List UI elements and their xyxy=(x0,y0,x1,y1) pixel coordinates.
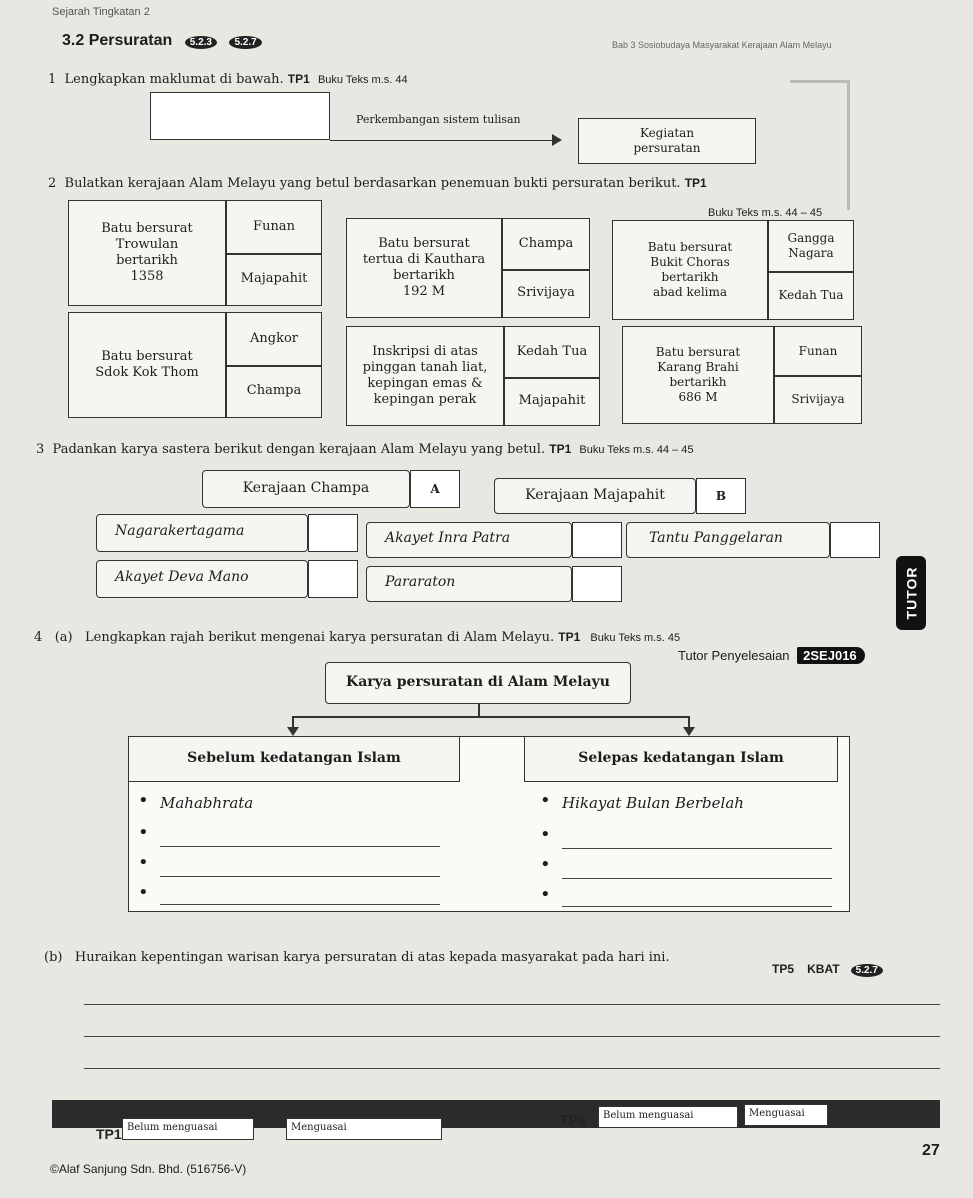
option-kingdom[interactable]: Funan xyxy=(253,218,295,234)
tutor-code: 2SEJ016 xyxy=(797,647,865,664)
page-number: 27 xyxy=(922,1142,940,1159)
tp-level: TP1 xyxy=(558,630,581,644)
evidence-table xyxy=(68,200,322,306)
evidence-table xyxy=(612,220,854,320)
bullet-icon: • xyxy=(540,854,551,875)
standard-badge: 5.2.3 xyxy=(185,36,217,49)
option-kingdom[interactable]: Srivijaya xyxy=(791,392,845,406)
textbook-ref: Buku Teks m.s. 44 – 45 xyxy=(708,207,823,219)
key-code: B xyxy=(696,478,746,514)
book-title: Sejarah Tingkatan 2 xyxy=(52,6,150,18)
answer-box[interactable] xyxy=(572,566,622,602)
textbook-ref: Buku Teks m.s. 45 xyxy=(590,632,681,644)
tp-level: TP1 xyxy=(287,72,310,86)
evidence-table xyxy=(622,326,862,424)
tp-level: TP1 xyxy=(684,176,707,190)
bullet-icon: • xyxy=(138,790,149,811)
evidence-text: Batu bersurat Sdok Kok Thom xyxy=(95,348,199,380)
tp-level: TP5 xyxy=(772,962,795,976)
answer-line[interactable] xyxy=(562,906,832,907)
evidence-text: Inskripsi di atas pinggan tanah liat, kepingan emas & kepingan perak xyxy=(362,343,488,408)
answer-box[interactable] xyxy=(572,522,622,558)
evidence-text: Batu bersurat Bukit Choras bertarikh abad kelima xyxy=(647,240,733,299)
tp1-label: TP1 xyxy=(96,1126,122,1142)
evidence-table xyxy=(68,312,322,418)
question-text: Lengkapkan maklumat di bawah. xyxy=(64,72,284,87)
question-text: Padankan karya sastera berikut dengan kerajaan Alam Melayu yang betul. xyxy=(52,442,546,457)
tp-level: TP1 xyxy=(549,442,572,456)
bullet-icon: • xyxy=(540,824,551,845)
option-kingdom[interactable]: Majapahit xyxy=(518,393,586,409)
answer-line[interactable] xyxy=(84,1036,940,1037)
option-kingdom[interactable]: Majapahit xyxy=(240,271,308,287)
textbook-ref: Buku Teks m.s. 44 – 45 xyxy=(579,444,694,456)
mastery-checkbox[interactable]: Menguasai xyxy=(744,1104,828,1126)
question-number: 4 xyxy=(34,630,43,645)
bullet-icon: • xyxy=(138,852,149,873)
right-heading: Selepas kedatangan Islam xyxy=(524,736,838,782)
answer-box[interactable] xyxy=(308,560,358,598)
answer-box[interactable] xyxy=(830,522,880,558)
key-code: A xyxy=(410,470,460,508)
answer-line[interactable] xyxy=(84,1068,940,1069)
arrow-label: Perkembangan sistem tulisan xyxy=(356,113,521,126)
chapter-title: Bab 3 Sosiobudaya Masyarakat Kerajaan Alam Melayu xyxy=(612,40,832,50)
bullet-icon: • xyxy=(138,882,149,903)
answer-line[interactable] xyxy=(562,878,832,879)
bullet-icon: • xyxy=(540,790,551,811)
option-kingdom[interactable]: Funan xyxy=(798,343,838,358)
answer-line[interactable] xyxy=(84,1004,940,1005)
option-kingdom[interactable]: Kedah Tua xyxy=(778,288,844,302)
literary-work: Nagarakertagama xyxy=(96,514,308,552)
literary-work: Akayet Inra Patra xyxy=(366,522,572,558)
decorative-corner xyxy=(790,80,850,210)
option-kingdom[interactable]: Champa xyxy=(518,235,574,251)
tp5-label: TP5 xyxy=(560,1112,586,1128)
question-text: Bulatkan kerajaan Alam Melayu yang betul berdasarkan penemuan bukti persuratan berikut. xyxy=(64,176,681,191)
question-2 xyxy=(48,176,707,191)
level-tags xyxy=(772,958,885,977)
part-label: (a) xyxy=(54,630,73,645)
bullet-icon: • xyxy=(540,884,551,905)
section-title: Persuratan xyxy=(88,32,173,49)
question-text: Huraikan kepentingan warisan karya persuratan di atas kepada masyarakat pada hari ini. xyxy=(74,950,670,965)
question-number: 2 xyxy=(48,176,57,191)
question-4a xyxy=(34,630,680,645)
part-label: (b) xyxy=(44,950,63,965)
bullet-icon: • xyxy=(138,822,149,843)
kbat-tag: KBAT xyxy=(807,962,840,976)
right-item: Hikayat Bulan Berbelah xyxy=(562,794,744,812)
diagram-root: Karya persuratan di Alam Melayu xyxy=(325,662,631,704)
evidence-text: Batu bersurat Karang Brahi bertarikh 686 M xyxy=(655,345,741,404)
left-heading: Sebelum kedatangan Islam xyxy=(128,736,460,782)
section-heading xyxy=(62,32,264,50)
evidence-table xyxy=(346,326,600,426)
left-item: Mahabhrata xyxy=(160,794,254,812)
tutor-tab: TUTOR xyxy=(896,556,926,630)
arrow-line xyxy=(330,140,555,141)
literary-work: Akayet Deva Mano xyxy=(96,560,308,598)
literary-work: Pararaton xyxy=(366,566,572,602)
copyright: ©Alaf Sanjung Sdn. Bhd. (516756-V) xyxy=(50,1162,247,1176)
option-kingdom[interactable]: Srivijaya xyxy=(517,285,575,301)
question-4b xyxy=(44,950,670,965)
question-text: Lengkapkan rajah berikut mengenai karya persuratan di Alam Melayu. xyxy=(85,630,555,645)
question-3 xyxy=(36,442,694,457)
evidence-table xyxy=(346,218,590,318)
answer-line[interactable] xyxy=(160,846,440,847)
mastery-checkbox[interactable]: Belum menguasai xyxy=(122,1118,254,1140)
evidence-text: Batu bersurat Trowulan bertarikh 1358 xyxy=(101,220,193,285)
arrow-down-icon xyxy=(287,727,299,736)
option-kingdom[interactable]: Gangga Nagara xyxy=(787,231,835,260)
answer-line[interactable] xyxy=(160,876,440,877)
standard-badge: 5.2.7 xyxy=(229,36,261,49)
answer-box[interactable] xyxy=(150,92,330,140)
question-number: 3 xyxy=(36,442,45,457)
answer-line[interactable] xyxy=(160,904,440,905)
literary-work: Tantu Panggelaran xyxy=(626,522,830,558)
evidence-text: Batu bersurat tertua di Kauthara bertarikh 192 M xyxy=(362,235,486,300)
question-1 xyxy=(48,72,408,87)
textbook-ref: Buku Teks m.s. 44 xyxy=(317,74,408,86)
tutor-link[interactable]: Tutor Penyelesaian 2SEJ016 xyxy=(678,648,865,663)
arrow-head-icon xyxy=(552,134,562,146)
standard-badge: 5.2.7 xyxy=(851,964,883,977)
arrow-down-icon xyxy=(683,727,695,736)
answer-box[interactable] xyxy=(308,514,358,552)
key-label: Kerajaan Champa xyxy=(202,470,410,508)
answer-line[interactable] xyxy=(562,848,832,849)
key-label: Kerajaan Majapahit xyxy=(494,478,696,514)
mastery-checkbox[interactable]: Belum menguasai xyxy=(598,1106,738,1128)
option-kingdom[interactable]: Champa xyxy=(246,383,302,399)
section-number: 3.2 xyxy=(62,32,85,49)
question-number: 1 xyxy=(48,72,57,87)
mastery-checkbox[interactable]: Menguasai xyxy=(286,1118,442,1140)
activity-box: Kegiatan persuratan xyxy=(578,118,756,164)
option-kingdom[interactable]: Kedah Tua xyxy=(516,343,588,359)
option-kingdom[interactable]: Angkor xyxy=(249,330,298,346)
